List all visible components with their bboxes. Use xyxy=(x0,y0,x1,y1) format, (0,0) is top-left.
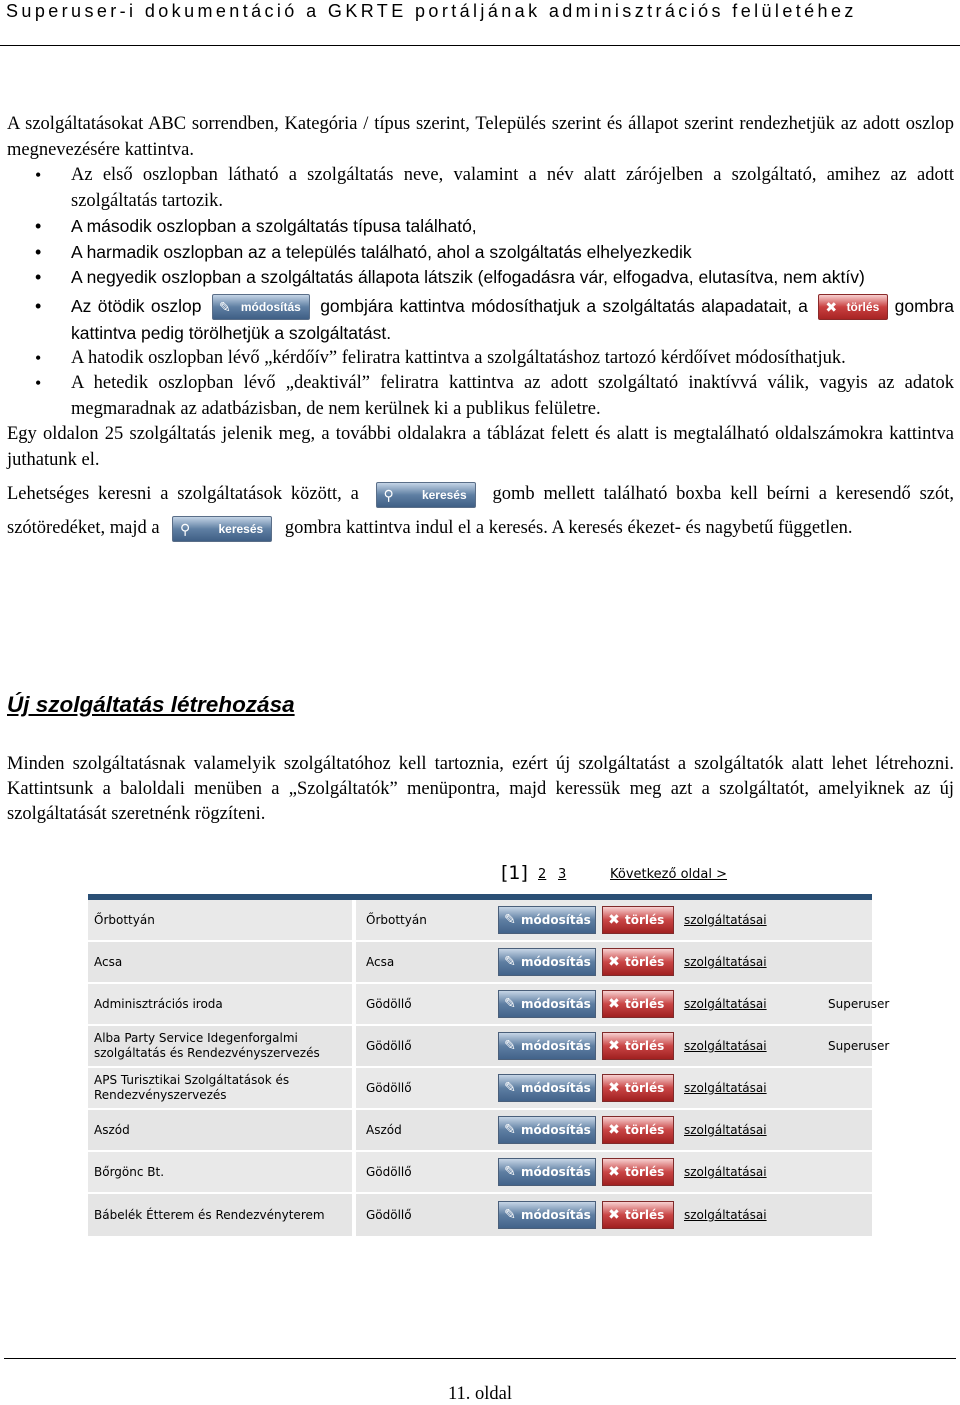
edit-icon: ✎ xyxy=(504,954,516,970)
edit-icon: ✎ xyxy=(504,1207,516,1223)
edit-icon: ✎ xyxy=(504,912,516,928)
services-link-cell xyxy=(680,942,826,982)
modify-button-label: módosítás xyxy=(521,1039,591,1053)
delete-button-label: törlés xyxy=(625,913,665,927)
column-separator xyxy=(352,1026,356,1066)
modify-button[interactable] xyxy=(498,1201,596,1229)
delete-cell xyxy=(602,1152,676,1192)
service-town: Gödöllő xyxy=(366,1039,412,1053)
service-town: Gödöllő xyxy=(366,997,412,1011)
services-link-cell xyxy=(680,1110,826,1150)
delete-cell xyxy=(602,1026,676,1066)
edit-icon: ✎ xyxy=(504,1080,516,1096)
service-name: APS Turisztikai Szolgáltatások és Rendezvényszervezés xyxy=(94,1073,290,1102)
delete-icon: ✖ xyxy=(608,1207,620,1223)
delete-icon: ✖ xyxy=(608,1038,620,1054)
paragraph-sorting: A szolgáltatásokat ABC sorrendben, Kategória / típus szerint, Település szerint és állapot szerint rendezhetjük az adott oszlop megnevezésére kattintva. xyxy=(7,114,954,160)
services-link-cell xyxy=(680,1026,826,1066)
service-name: Aszód xyxy=(94,1122,130,1137)
owner-cell xyxy=(826,1068,872,1108)
list-item: • A második oszlopban a szolgáltatás típusa található, xyxy=(7,214,954,240)
service-table xyxy=(88,900,890,1238)
modify-cell xyxy=(498,942,598,982)
services-link[interactable]: szolgáltatásai xyxy=(684,1039,767,1053)
delete-button-sample xyxy=(818,294,888,320)
paragraph-search xyxy=(7,477,954,545)
edit-icon: ✎ xyxy=(504,1122,516,1138)
delete-button-label: törlés xyxy=(625,1123,665,1137)
owner-cell xyxy=(826,1110,872,1150)
modify-button-sample xyxy=(212,294,310,320)
table-row xyxy=(88,1026,890,1068)
modify-button[interactable] xyxy=(498,1032,596,1060)
modify-button[interactable] xyxy=(498,1074,596,1102)
column-description-list xyxy=(7,163,954,422)
list-item: • A hetedik oszlopban lévő „deaktivál” feliratra kattintva az adott szolgáltató inaktívvá válik, vagyis az adatok megmaradnak az adatbázisban, de nem kerülnek ki a publikus felületre. xyxy=(7,371,954,422)
delete-button-label: törlés xyxy=(846,299,880,314)
page-header: Superuser-i dokumentáció a GKRTE portáljának adminisztrációs felületéhez xyxy=(0,0,960,46)
footer-divider xyxy=(4,1358,956,1359)
search-icon: ⚲ xyxy=(383,487,394,504)
modify-button-label: módosítás xyxy=(521,1208,591,1222)
modify-button-label: módosítás xyxy=(521,913,591,927)
modify-cell xyxy=(498,1194,598,1236)
modify-cell xyxy=(498,984,598,1024)
service-name: Acsa xyxy=(94,954,123,969)
delete-cell xyxy=(602,984,676,1024)
modify-button[interactable] xyxy=(498,1116,596,1144)
page-link-2[interactable]: 2 xyxy=(538,867,547,882)
column-separator xyxy=(352,1110,356,1150)
service-town: Acsa xyxy=(366,955,395,969)
service-name: Őrbottyán xyxy=(94,912,155,927)
delete-cell xyxy=(602,1194,676,1236)
delete-button[interactable] xyxy=(602,1201,674,1229)
owner-cell: Superuser xyxy=(828,1039,890,1053)
table-row xyxy=(88,1068,872,1110)
table-row xyxy=(88,984,890,1026)
delete-cell xyxy=(602,1110,676,1150)
delete-button-label: törlés xyxy=(625,1208,665,1222)
column-separator xyxy=(352,900,356,940)
modify-button-label: módosítás xyxy=(521,1123,591,1137)
edit-icon: ✎ xyxy=(504,1164,516,1180)
delete-cell xyxy=(602,1068,676,1108)
list-item xyxy=(7,293,954,346)
services-link-cell xyxy=(680,984,826,1024)
column-separator xyxy=(352,942,356,982)
delete-button[interactable] xyxy=(602,1116,674,1144)
column-separator xyxy=(352,984,356,1024)
delete-button[interactable] xyxy=(602,1158,674,1186)
modify-button-label: módosítás xyxy=(521,1165,591,1179)
modify-cell xyxy=(498,1152,598,1192)
section-title: Új szolgáltatás létrehozása xyxy=(7,692,295,717)
table-row xyxy=(88,900,872,942)
owner-cell xyxy=(826,1152,872,1192)
table-row xyxy=(88,1110,872,1152)
search-text: gomb mellett található boxba kell beírni a keresendő szót, szótöredéket, majd a xyxy=(7,484,955,539)
delete-cell xyxy=(602,900,676,940)
services-link-cell xyxy=(680,1194,826,1236)
modify-cell xyxy=(498,900,598,940)
table-row xyxy=(88,1194,872,1238)
delete-icon: ✖ xyxy=(608,912,620,928)
delete-button[interactable] xyxy=(602,1074,674,1102)
services-link-cell xyxy=(680,900,826,940)
services-link[interactable]: szolgáltatásai xyxy=(684,1123,767,1137)
owner-cell: Superuser xyxy=(828,997,890,1011)
services-link-cell xyxy=(680,1152,826,1192)
modify-button-label: módosítás xyxy=(521,997,591,1011)
search-button-label: keresés xyxy=(421,488,467,503)
search-text: Lehetséges keresni a szolgáltatások között, a xyxy=(7,484,359,505)
delete-button-label: törlés xyxy=(625,997,665,1011)
list-text: gombra kattintva pedig törölhetjük a szolgáltatást. xyxy=(71,295,954,343)
services-link[interactable]: szolgáltatásai xyxy=(684,997,767,1011)
service-town: Gödöllő xyxy=(366,1208,412,1222)
search-button-label: keresés xyxy=(218,522,264,537)
modify-button[interactable] xyxy=(498,906,596,934)
service-town: Gödöllő xyxy=(366,1081,412,1095)
list-item: • Az első oszlopban látható a szolgáltatás neve, valamint a név alatt zárójelben a szolgáltató, amihez az adott szolgáltatás tartozik. xyxy=(7,163,954,214)
embedded-screenshot xyxy=(88,850,890,1244)
modify-cell xyxy=(498,1068,598,1108)
list-text: Az ötödik oszlop xyxy=(71,295,202,316)
edit-icon: ✎ xyxy=(504,996,516,1012)
page-number: 11. oldal xyxy=(447,1384,513,1404)
delete-icon: ✖ xyxy=(608,1080,620,1096)
next-page-link[interactable]: Következő oldal > xyxy=(610,867,728,882)
modify-button[interactable] xyxy=(498,1158,596,1186)
paragraph-paging: Egy oldalon 25 szolgáltatás jelenik meg, a további oldalakra a táblázat felett és alatt is megtalálható oldalszámokra kattintva juthatunk el. xyxy=(7,424,954,470)
delete-icon: ✖ xyxy=(608,1122,620,1138)
search-icon: ⚲ xyxy=(180,521,191,538)
search-text: gombra kattintva indul el a keresés. A keresés ékezet- és nagybetű független. xyxy=(284,518,853,539)
modify-cell xyxy=(498,1026,598,1066)
services-link[interactable]: szolgáltatásai xyxy=(684,1208,767,1222)
column-separator xyxy=(352,1152,356,1192)
current-page: [1] xyxy=(501,862,528,884)
edit-icon: ✎ xyxy=(504,1038,516,1054)
list-item: • A hatodik oszlopban lévő „kérdőív” feliratra kattintva a szolgáltatáshoz tartozó kérdőívet módosíthatjuk. xyxy=(7,346,954,372)
list-item: • A harmadik oszlopban az a település található, ahol a szolgáltatás elhelyezkedik xyxy=(7,240,954,266)
delete-icon: ✖ xyxy=(608,1164,620,1180)
delete-icon: ✖ xyxy=(608,996,620,1012)
delete-button[interactable] xyxy=(602,1032,674,1060)
delete-button[interactable] xyxy=(602,906,674,934)
table-row xyxy=(88,1152,872,1194)
owner-cell xyxy=(826,942,872,982)
delete-button[interactable] xyxy=(602,990,674,1018)
search-button-sample xyxy=(376,482,476,508)
services-link[interactable]: szolgáltatásai xyxy=(684,1165,767,1179)
document-body xyxy=(7,112,954,545)
table-row xyxy=(88,942,872,984)
delete-button-label: törlés xyxy=(625,955,665,969)
service-name: Bőrgönc Bt. xyxy=(94,1164,165,1179)
modify-button[interactable] xyxy=(498,948,596,976)
modify-button-label: módosítás xyxy=(521,955,591,969)
service-town: Gödöllő xyxy=(366,1165,412,1179)
services-link-cell xyxy=(680,1068,826,1108)
modify-cell xyxy=(498,1110,598,1150)
modify-button-label: módosítás xyxy=(240,299,301,314)
service-name: Alba Party Service Idegenforgalmi szolgáltatás és Rendezvényszervezés xyxy=(94,1031,320,1060)
list-item: • A negyedik oszlopban a szolgáltatás állapota látszik (elfogadásra vár, elfogadva, elutasítva, nem aktív) xyxy=(7,265,954,291)
delete-button-label: törlés xyxy=(625,1165,665,1179)
delete-icon: ✖ xyxy=(608,954,620,970)
delete-cell xyxy=(602,942,676,982)
page-link-3[interactable]: 3 xyxy=(558,867,567,882)
pager xyxy=(88,850,872,900)
search-button-sample xyxy=(172,516,272,542)
column-separator xyxy=(352,1068,356,1108)
modify-button[interactable] xyxy=(498,990,596,1018)
modify-button-label: módosítás xyxy=(521,1081,591,1095)
column-separator xyxy=(352,1194,356,1236)
service-name: Adminisztrációs iroda xyxy=(94,996,223,1011)
delete-button-label: törlés xyxy=(625,1039,665,1053)
services-link[interactable]: szolgáltatásai xyxy=(684,913,767,927)
services-link[interactable]: szolgáltatásai xyxy=(684,1081,767,1095)
delete-button[interactable] xyxy=(602,948,674,976)
service-name: Bábelék Étterem és Rendezvényterem xyxy=(94,1207,325,1222)
edit-icon: ✎ xyxy=(218,298,231,315)
owner-cell xyxy=(826,900,872,940)
delete-button-label: törlés xyxy=(625,1081,665,1095)
list-text: gombjára kattintva módosíthatjuk a szolgáltatás alapadatait, a xyxy=(320,295,808,316)
service-town: Őrbottyán xyxy=(366,913,427,927)
service-town: Aszód xyxy=(366,1123,402,1137)
owner-cell xyxy=(826,1194,872,1236)
section-intro: Minden szolgáltatásnak valamelyik szolgáltatóhoz kell tartoznia, ezért új szolgáltatást a szolgáltatók alatt lehet létrehozni. Kattintsunk a baloldali menüben a „Szolgáltatók” menüpontra, majd keressük meg azt a szolgáltatót, amelyiknek az új szolgáltatását szeretnénk rögzíteni. xyxy=(7,754,954,824)
services-link[interactable]: szolgáltatásai xyxy=(684,955,767,969)
delete-icon: ✖ xyxy=(825,298,838,315)
